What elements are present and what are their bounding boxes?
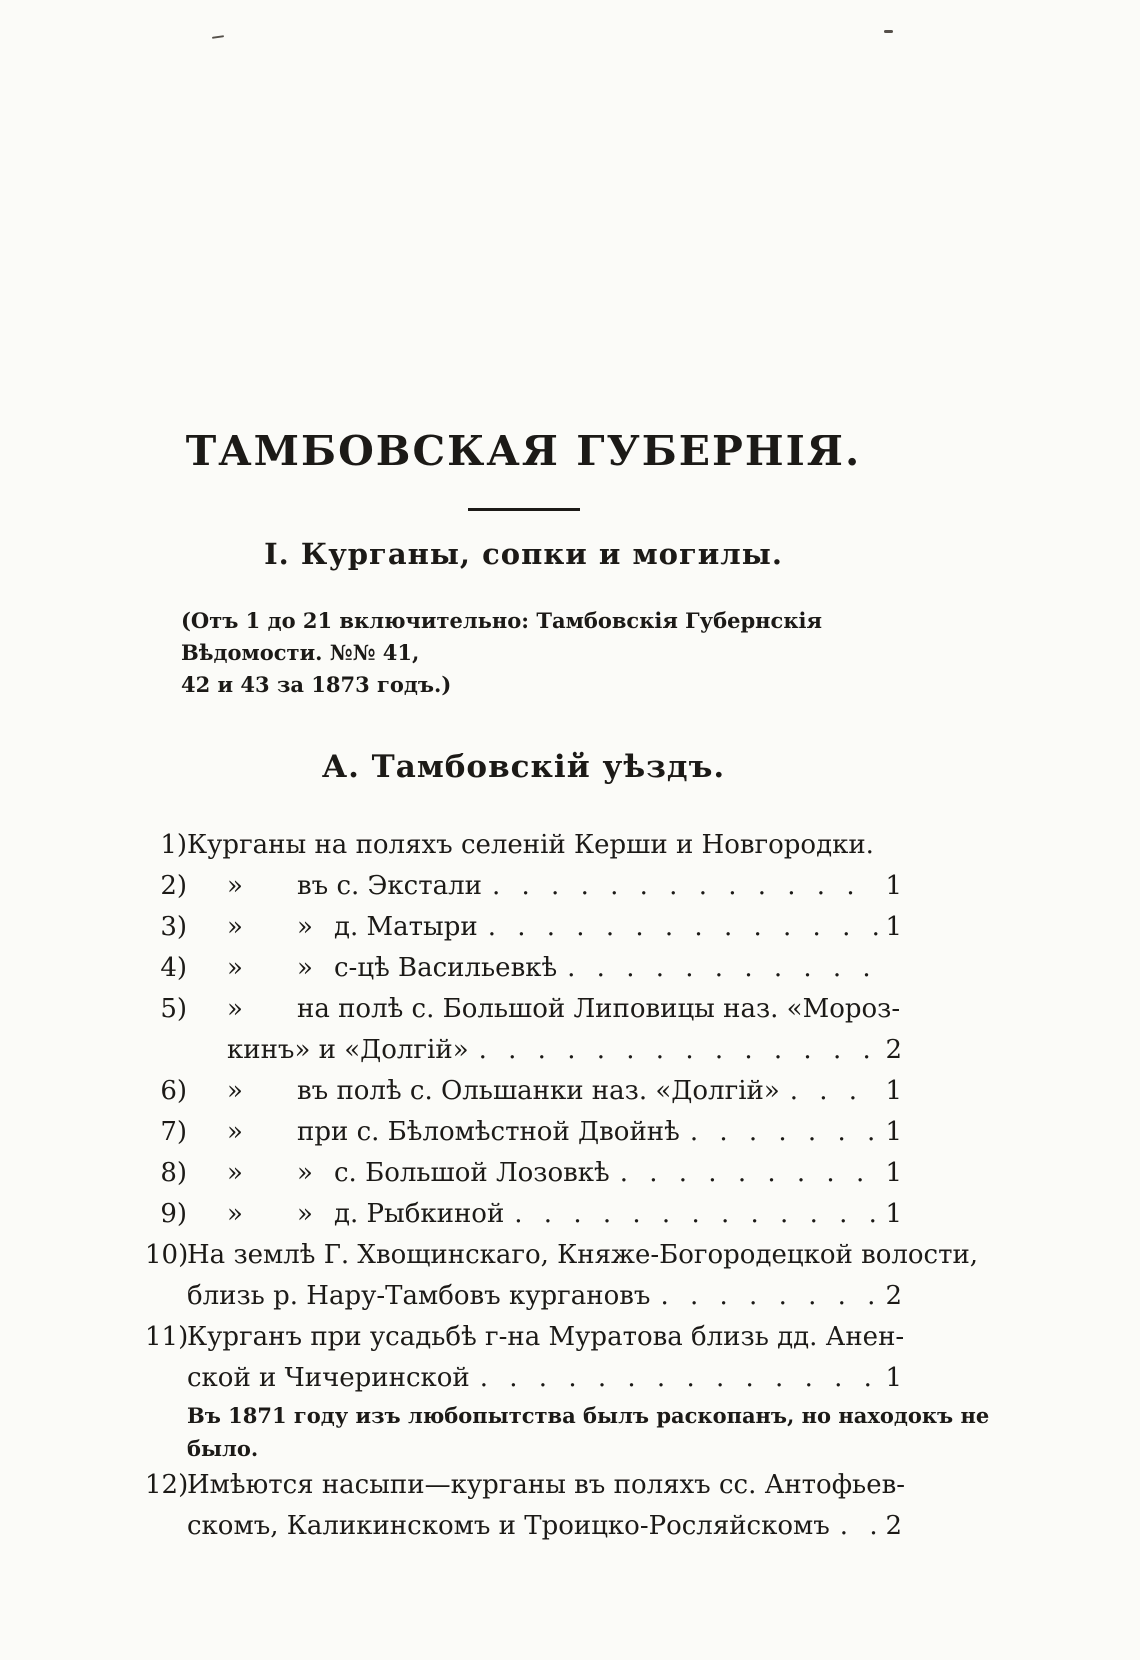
ditto-mark: » xyxy=(227,871,243,902)
ditto-mark: » xyxy=(297,1158,313,1189)
entry-count: 1 xyxy=(885,1076,902,1107)
title-divider xyxy=(468,508,580,511)
entry-text: ской и Чичеринской xyxy=(187,1363,470,1394)
dot-leader xyxy=(492,866,878,907)
entry-number: 9) xyxy=(160,1199,187,1230)
entry-number: 4) xyxy=(160,953,187,984)
ditto-mark: » xyxy=(227,1076,243,1107)
entry-text: д. Матыри xyxy=(334,912,478,943)
ditto-mark: » xyxy=(297,912,313,943)
entry-note-text: было. xyxy=(187,1436,259,1462)
source-note-line: 42 и 43 за 1873 годъ.) xyxy=(181,672,452,698)
entry-text: Имѣются насыпи—курганы въ поляхъ сс. Антофьев- xyxy=(187,1470,906,1501)
entry-text: Курганы на поляхъ селеній Керши и Новгородки. xyxy=(187,830,874,861)
entry-text: На землѣ Г. Хвощинскаго, Княже-Богородецкой волости, xyxy=(187,1240,979,1271)
entry-count: 1 xyxy=(885,871,902,902)
entry-number: 8) xyxy=(160,1158,187,1189)
toc-line xyxy=(145,1071,902,1112)
toc-line xyxy=(145,866,902,907)
source-note xyxy=(145,605,902,701)
entry-text: скомъ, Каликинскомъ и Троицко-Росляйскомъ xyxy=(187,1511,830,1542)
dot-leader xyxy=(567,948,878,989)
toc-line xyxy=(145,1276,902,1317)
dot-leader xyxy=(660,1276,878,1317)
entry-note-text: Въ 1871 году изъ любопытства былъ раскопанъ, но находокъ не xyxy=(187,1403,990,1429)
dot-leader xyxy=(479,1030,878,1071)
source-note-line: (Отъ 1 до 21 включительно: Тамбовскія Губернскія Вѣдомости. №№ 41, xyxy=(181,608,822,666)
entry-number: 1) xyxy=(160,830,187,861)
entry-count: 1 xyxy=(885,1363,902,1394)
entry-text: на полѣ с. Большой Липовицы наз. «Мороз- xyxy=(297,994,901,1025)
entry-text: въ полѣ с. Ольшанки наз. «Долгій» xyxy=(297,1076,780,1107)
entry-text: близь р. Нару-Тамбовъ кургановъ xyxy=(187,1281,651,1312)
toc-line xyxy=(145,1194,902,1235)
dot-leader xyxy=(840,1506,878,1547)
entry-count: 2 xyxy=(885,1281,902,1312)
entry-number: 7) xyxy=(160,1117,187,1148)
toc-line xyxy=(145,1358,902,1399)
entry-text: с-цѣ Васильевкѣ xyxy=(334,953,558,984)
page-title: ТАМБОВСКАЯ ГУБЕРНІЯ. xyxy=(185,427,862,475)
ditto-mark: » xyxy=(227,1158,243,1189)
ditto-mark: » xyxy=(227,912,243,943)
entry-count: 2 xyxy=(885,1511,902,1542)
dot-leader xyxy=(488,907,878,948)
dot-leader xyxy=(620,1153,878,1194)
ditto-mark: » xyxy=(227,994,243,1025)
entry-count: 1 xyxy=(885,1158,902,1189)
ditto-mark: » xyxy=(297,953,313,984)
subsection-heading: А. Тамбовскій уѣздъ. xyxy=(321,749,726,786)
dot-leader xyxy=(514,1194,878,1235)
entry-number: 2) xyxy=(160,871,187,902)
dot-leader xyxy=(790,1071,878,1112)
toc-line xyxy=(145,989,902,1030)
entry-count: 1 xyxy=(885,1117,902,1148)
entry-number: 6) xyxy=(160,1076,187,1107)
ditto-mark: » xyxy=(297,1199,313,1230)
toc-line xyxy=(145,1153,902,1194)
section-heading: I. Курганы, сопки и могилы. xyxy=(264,537,783,572)
toc-line xyxy=(145,948,902,989)
entry-text: Курганъ при усадьбѣ г-на Муратова близь дд. Анен- xyxy=(187,1322,905,1353)
entry-number: 11) xyxy=(145,1322,189,1353)
entry-text: въ с. Экстали xyxy=(297,871,482,902)
ditto-mark: » xyxy=(227,1199,243,1230)
entry-text: д. Рыбкиной xyxy=(334,1199,505,1230)
ditto-mark: » xyxy=(227,1117,243,1148)
entry-text: с. Большой Лозовкѣ xyxy=(334,1158,610,1189)
entry-count: 1 xyxy=(885,912,902,943)
ditto-mark: » xyxy=(227,953,243,984)
entry-count: 1 xyxy=(885,1199,902,1230)
entry-number: 12) xyxy=(145,1470,189,1501)
toc-line xyxy=(145,1030,902,1071)
toc-line xyxy=(145,825,902,866)
toc-line xyxy=(145,1465,906,1506)
burial-mounds-list xyxy=(145,825,990,1547)
scan-artifact xyxy=(884,30,893,33)
entry-text: при с. Бѣломѣстной Двойнѣ xyxy=(297,1117,680,1148)
entry-count: 2 xyxy=(885,1035,902,1066)
entry-number: 5) xyxy=(160,994,187,1025)
dot-leader xyxy=(690,1112,878,1153)
entry-text: кинъ» и «Долгій» xyxy=(227,1035,469,1066)
toc-line xyxy=(145,907,902,948)
toc-line xyxy=(145,1112,902,1153)
entry-number: 10) xyxy=(145,1240,189,1271)
page-content xyxy=(145,0,990,1547)
toc-line xyxy=(145,1317,905,1358)
toc-line xyxy=(145,1235,979,1276)
toc-line xyxy=(145,1506,902,1547)
toc-note-line xyxy=(145,1432,902,1465)
dot-leader xyxy=(480,1358,878,1399)
toc-note-line xyxy=(145,1399,990,1432)
entry-number: 3) xyxy=(160,912,187,943)
